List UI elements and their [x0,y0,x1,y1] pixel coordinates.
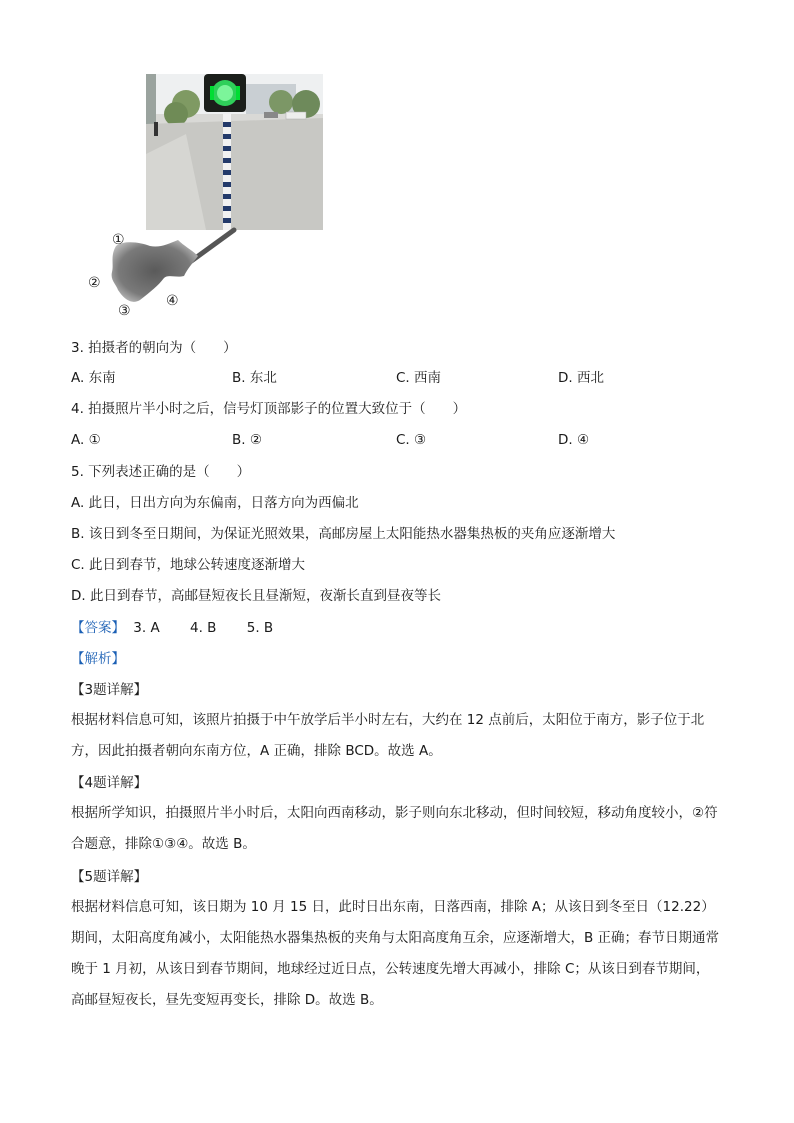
question-4-option-a: A. ① [71,432,101,448]
answer-label: 【答案】 [71,620,125,636]
answer-item: 4. B [190,620,217,636]
q3-analysis-body: 根据材料信息可知，该照片拍摄于中午放学后半小时左右，大约在 12 点前后，太阳位于南方，影子位于北方，因此拍摄者朝向东南方位，A 正确，排除 BCD。故选 A。 [71,712,705,759]
marker-2: ② [88,275,101,291]
question-5-option-c: C. 此日到春节，地球公转速度逐渐增大 [71,557,306,573]
question-3-option-d: D. 西北 [558,370,604,386]
question-3-option-b: B. 东北 [232,370,277,386]
shadow-shape [80,220,250,330]
traffic-light-photo [146,74,323,230]
question-5-stem: 5. 下列表述正确的是（ ） [71,464,251,480]
question-4-option-d: D. ④ [558,432,590,448]
question-5-option-a: A. 此日，日出方向为东偏南，日落方向为西偏北 [71,495,359,511]
question-4-option-c: C. ③ [396,432,427,448]
traffic-light-figure [80,70,340,330]
q3-analysis-title: 【3题详解】 [71,682,148,698]
marker-1: ① [112,232,125,248]
question-4-option-b: B. ② [232,432,262,448]
marker-4: ④ [166,293,179,309]
q4-analysis-body: 根据所学知识，拍摄照片半小时后，太阳向西南移动，影子则向东北移动，但时间较短，移动角度较小，②符合题意，排除①③④。故选 B。 [71,805,718,852]
question-4-stem: 4. 拍摄照片半小时之后，信号灯顶部影子的位置大致位于（ ） [71,401,467,417]
question-3-option-c: C. 西南 [396,370,442,386]
question-5-option-b: B. 该日到冬至日期间，为保证光照效果，高邮房屋上太阳能热水器集热板的夹角应逐渐增大 [71,526,616,542]
answer-item: 5. B [246,620,274,636]
answer-item: 3. A [133,620,160,636]
question-3-stem: 3. 拍摄者的朝向为（ ） [71,340,237,356]
q5-analysis-body: 根据材料信息可知，该日期为 10 月 15 日，此时日出东南，日落西南，排除 A；从该日到冬至日（12.22）期间，太阳高度角减小，太阳能热水器集热板的夹角与太阳高度角互余，应逐渐增大，B 正确；春节日期通常晚于 1 月初，从该日到春节期间，地球经过近日点，公转速度先增大再减小，排除 C；从该日到春节期间，高邮昼短夜长，昼先变短再变长，排除 D。故选 B。 [71,899,720,1008]
question-3-option-a: A. 东南 [71,370,116,386]
question-5-option-d: D. 此日到春节，高邮昼短夜长且昼渐短，夜渐长直到昼夜等长 [71,588,441,604]
answer-line [71,619,299,637]
analysis-label: 【解析】 [71,651,125,667]
marker-3: ③ [118,303,131,319]
q5-analysis-title: 【5题详解】 [71,869,148,885]
traffic-light-shadow-diagram [80,220,250,330]
q4-analysis-title: 【4题详解】 [71,775,148,791]
street-scene-image [146,74,323,230]
